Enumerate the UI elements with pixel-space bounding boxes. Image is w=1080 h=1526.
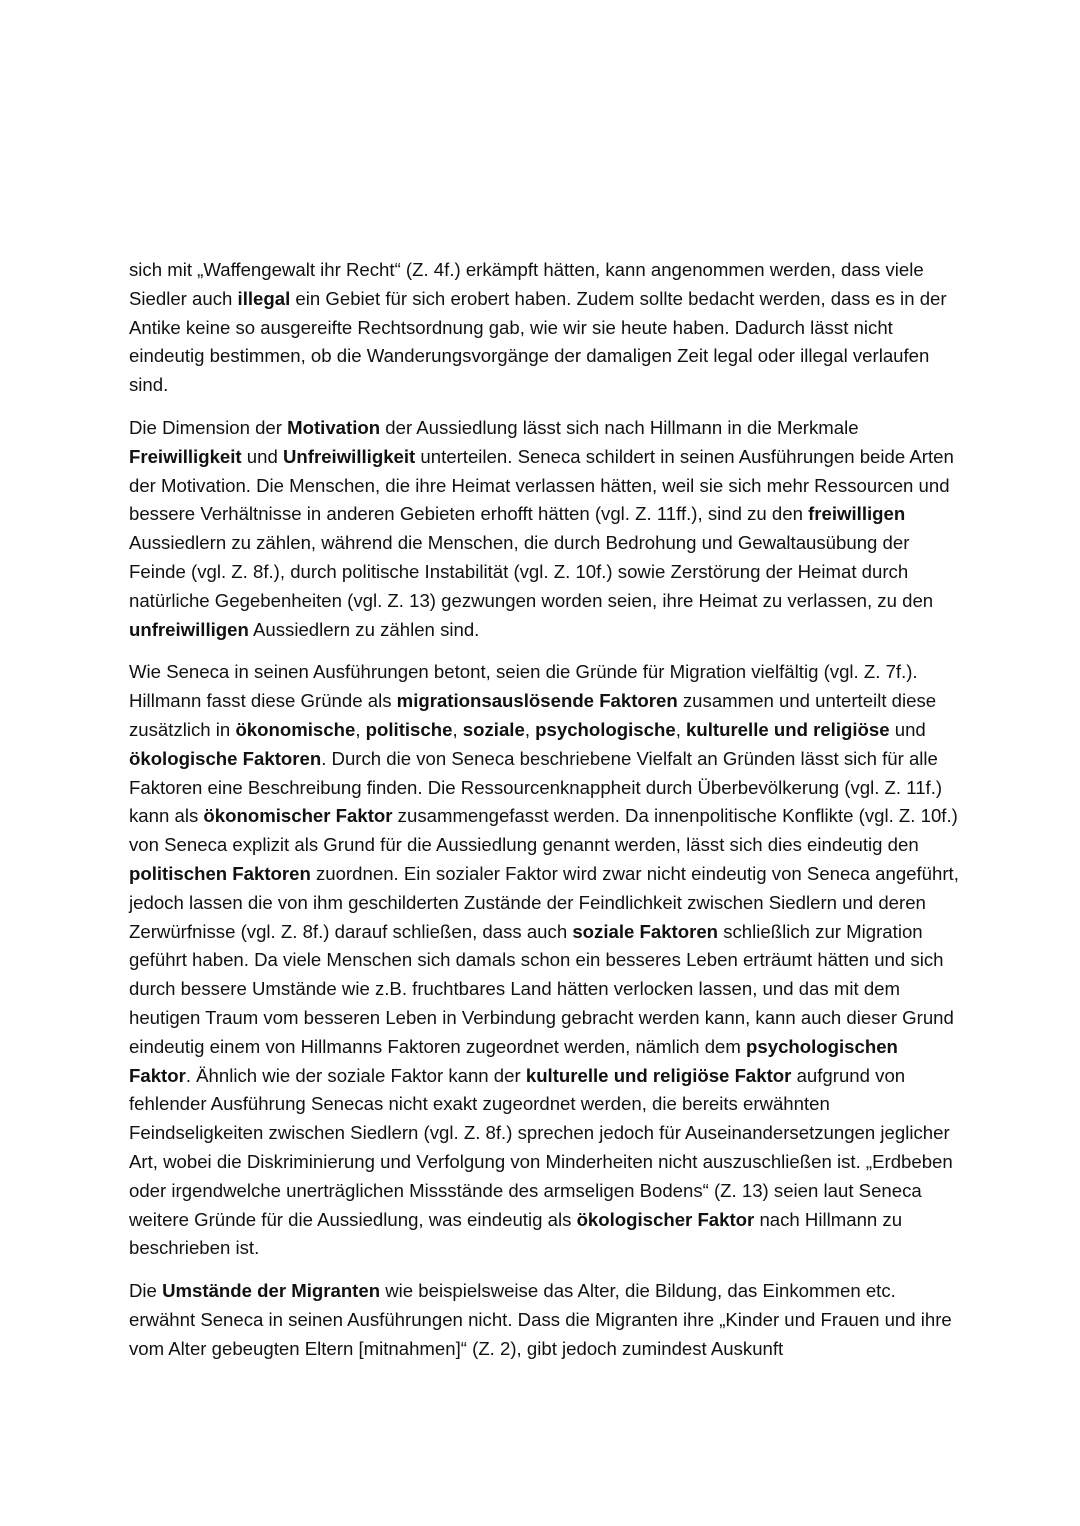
text-run: zusammengefasst werden. Da innenpolitische Konflikte (vgl. Z. 10f.) von Seneca explizit als Grund für die Aussiedlung genannt werden, lässt sich dies eindeutig den [129, 805, 958, 856]
bold-term: psychologischen Faktor [129, 1035, 898, 1086]
bold-term: illegal [237, 287, 291, 309]
text-run: , [355, 718, 366, 740]
bold-term: Unfreiwilligkeit [282, 445, 416, 467]
bold-term: Umstände der Migranten [162, 1280, 381, 1302]
text-run: Die [129, 1280, 163, 1302]
bold-term: ökologische Faktoren [129, 747, 322, 769]
document-body [129, 256, 959, 1377]
bold-term: freiwilligen [808, 503, 906, 525]
bold-term: migrationsauslösende Faktoren [396, 690, 678, 712]
bold-term: psychologische [535, 718, 676, 740]
text-run: Aussiedlern zu zählen sind. [248, 618, 480, 640]
text-run: . Ähnlich wie der soziale Faktor kann der [185, 1064, 526, 1086]
text-run: zuordnen. Ein sozialer Faktor wird zwar nicht eindeutig von Seneca angeführt, jedoch lassen die von ihm geschilderten Zustände der Feindlichkeit zwischen Siedlern und deren Zerwürfnisse (vgl. Z. 8f.) darauf schließen, dass auch [129, 862, 959, 942]
bold-term: unfreiwilligen [129, 618, 249, 640]
text-run: aufgrund von fehlender Ausführung Senecas nicht exakt zugeordnet werden, die bereits erwähnten Feindseligkeiten zwischen Siedlern (vgl. Z. 8f.) sprechen jedoch für Auseinandersetzungen jeglicher Art, wobei die Diskriminierung und Verfolgung von Minderheiten nicht auszuschließen ist. „Erdbeben oder irgendwelche unerträglichen Missstände des armseligen Bodens“ (Z. 13) seien laut Seneca weitere Gründe für die Aussiedlung, was eindeutig als [129, 1064, 953, 1230]
text-run: wie beispielsweise das Alter, die Bildung, das Einkommen etc. erwähnt Seneca in seinen Ausführungen nicht. Dass die Migranten ihre „Kinder und Frauen und ihre vom Alter gebeugten Eltern [mitnahmen]“ (Z. 2), gibt jedoch zumindest Auskunft [129, 1280, 952, 1359]
paragraph-motivation [129, 414, 959, 644]
text-run: Die Dimension der [129, 416, 288, 438]
bold-term: kulturelle und religiöse Faktor [525, 1064, 792, 1086]
bold-term: soziale [462, 718, 525, 740]
text-run: Wie Seneca in seinen Ausführungen betont, seien die Gründe für Migration vielfältig (vgl. Z. 7f.). Hillmann fasst diese Gründe als [129, 661, 918, 712]
text-run: . Durch die von Seneca beschriebene Vielfalt an Gründen lässt sich für alle Faktoren eine Beschreibung finden. Die Ressourcenknappheit durch Überbevölkerung (vgl. Z. 11f.) kann als [129, 747, 943, 827]
text-run: ein Gebiet für sich erobert haben. Zudem sollte bedacht werden, dass es in der Antike keine so ausgereifte Rechtsordnung gab, wie wir sie heute haben. Dadurch lässt nicht eindeutig bestimmen, ob die Wanderungsvorgänge der damaligen Zeit legal oder illegal verlaufen sind. [129, 287, 947, 396]
text-run: schließlich zur Migration geführt haben. Da viele Menschen sich damals schon ein besseres Leben erträumt hätten und sich durch bessere Umstände wie z.B. fruchtbares Land hätten verlocken lassen, und das mit dem heutigen Traum vom besseren Leben in Verbindung gebracht werden kann, kann auch dieser Grund eindeutig einem von Hillmanns Faktoren zugeordnet werden, nämlich dem [129, 920, 954, 1057]
paragraph-migrant-circumstances [129, 1277, 959, 1363]
bold-term: ökonomischer Faktor [203, 805, 393, 827]
text-run: der Aussiedlung lässt sich nach Hillmann in die Merkmale [380, 416, 859, 438]
text-run: zusammen und unterteilt diese zusätzlich in [129, 690, 937, 740]
paragraph-migration-factors [129, 658, 959, 1263]
text-run: , [675, 718, 687, 740]
bold-term: ökologischer Faktor [576, 1208, 755, 1230]
paragraph-legality [129, 256, 959, 400]
bold-term: soziale Faktoren [572, 920, 719, 942]
text-run: und [889, 718, 926, 740]
bold-term: politische [365, 718, 453, 740]
bold-term: Freiwilligkeit [129, 445, 242, 467]
text-run: , [524, 718, 536, 740]
bold-term: kulturelle und religiöse [686, 718, 890, 740]
text-run: nach Hillmann zu beschrieben ist. [129, 1208, 903, 1259]
text-run: Aussiedlern zu zählen, während die Menschen, die durch Bedrohung und Gewaltausübung der Feinde (vgl. Z. 8f.), durch politische Instabilität (vgl. Z. 10f.) sowie Zerstörung der Heimat durch natürliche Gegebenheiten (vgl. Z. 13) gezwungen worden seien, ihre Heimat zu verlassen, zu den [129, 532, 934, 611]
text-run: sich mit „Waffengewalt ihr Recht“ (Z. 4f.) erkämpft hätten, kann angenommen werden, dass viele Siedler auch [129, 259, 924, 309]
text-run: unterteilen. Seneca schildert in seinen Ausführungen beide Arten der Motivation. Die Menschen, die ihre Heimat verlassen hätten, weil sie sich mehr Ressourcen und bessere Verhältnisse in anderen Gebieten erhofft hätten (vgl. Z. 11ff.), sind zu den [129, 445, 954, 525]
bold-term: ökonomische [235, 718, 356, 740]
bold-term: Motivation [287, 416, 381, 438]
text-run: und [241, 445, 283, 467]
text-run: , [452, 718, 463, 740]
bold-term: politischen Faktoren [129, 862, 311, 884]
